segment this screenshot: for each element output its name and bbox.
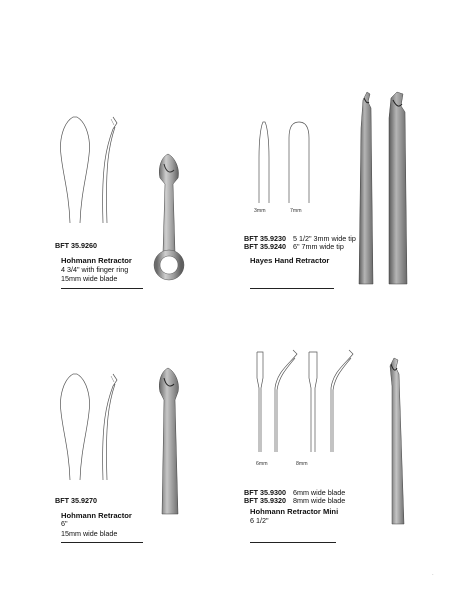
product-spec: 15mm wide blade xyxy=(61,529,118,538)
divider-line xyxy=(250,288,334,289)
product-spec: 15mm wide blade xyxy=(61,274,118,283)
product-name: Hohmann Retractor xyxy=(61,256,132,265)
variant-code: BFT 35.9230 xyxy=(244,234,286,243)
divider-line xyxy=(250,542,336,543)
product-name: Hayes Hand Retractor xyxy=(250,256,330,265)
product-block-35-9230 xyxy=(231,0,462,300)
retractor-with-ring-photo-icon xyxy=(150,152,190,282)
product-spec: 4 3/4" with finger ring xyxy=(61,265,129,274)
blade-outline-drawing-icon xyxy=(55,115,95,225)
divider-line xyxy=(61,542,143,543)
mini-retractor-photo-icon xyxy=(382,356,412,526)
blade-profile-drawing-icon xyxy=(95,372,125,482)
product-code: BFT 35.9260 xyxy=(55,241,97,250)
product-block-35-9270 xyxy=(0,300,231,600)
divider-line xyxy=(61,288,143,289)
retractor-photo-icon xyxy=(150,366,190,516)
product-spec: 6" xyxy=(61,519,68,528)
variant-row xyxy=(244,496,345,505)
variant-row xyxy=(244,242,344,251)
hand-retractor-photo-icon xyxy=(353,88,413,288)
product-name: Hohmann Retractor xyxy=(61,511,132,520)
product-code: BFT 35.9270 xyxy=(55,496,97,505)
blade-outline-drawing-icon xyxy=(55,372,95,482)
variant-code: BFT 35.9300 xyxy=(244,488,286,497)
variant-size: 8mm wide blade xyxy=(292,496,346,505)
product-name: Hohmann Retractor Mini xyxy=(250,507,339,516)
dimension-label: 7mm xyxy=(290,208,302,214)
product-spec: 6 1/2" xyxy=(250,516,269,525)
variant-size: 5 1/2" 3mm wide tip xyxy=(292,234,356,243)
product-block-35-9300 xyxy=(231,300,462,600)
page-mark: . xyxy=(432,571,434,577)
tip-outline-drawing-icon xyxy=(249,118,319,208)
blade-profile-drawing-icon xyxy=(95,115,125,225)
product-block-35-9260 xyxy=(0,0,231,300)
mini-blade-drawing-icon xyxy=(249,348,359,458)
variant-size: 6mm wide blade xyxy=(292,488,346,497)
variant-code: BFT 35.9320 xyxy=(244,496,286,505)
variant-code: BFT 35.9240 xyxy=(244,242,286,251)
dimension-label: 6mm xyxy=(256,461,268,467)
dimension-label: 8mm xyxy=(296,461,308,467)
dimension-label: 3mm xyxy=(254,208,266,214)
variant-size: 6" 7mm wide tip xyxy=(292,242,344,251)
